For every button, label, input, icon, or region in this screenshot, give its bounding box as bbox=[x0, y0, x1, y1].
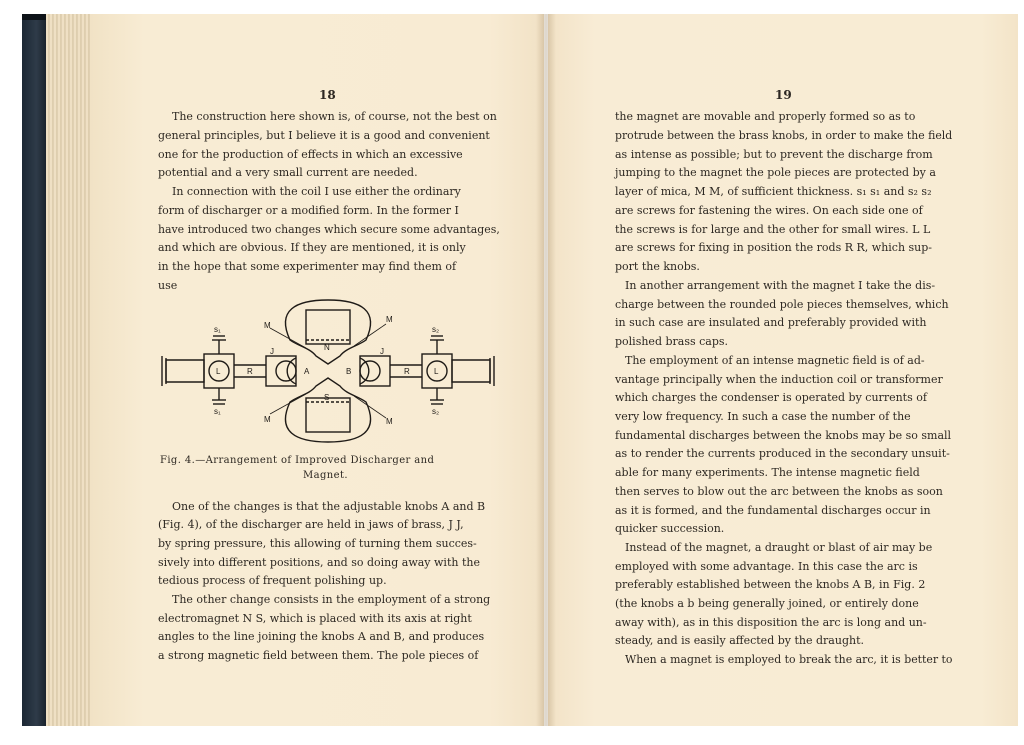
text-line: employed with some advantage. In this case the arc is bbox=[615, 560, 918, 573]
text-line: form of discharger or a modified form. In the former I bbox=[158, 204, 459, 217]
text-line: as to render the currents produced in the secondary unsuit- bbox=[615, 447, 950, 460]
label-M-top-left: M bbox=[264, 321, 271, 330]
text-line: One of the changes is that the adjustable knobs A and B bbox=[172, 500, 486, 513]
text-line: in the hope that some experimenter may find them of bbox=[158, 260, 457, 273]
text-line: as it is formed, and the fundamental discharges occur in bbox=[615, 504, 931, 517]
label-L-left: L bbox=[216, 367, 221, 376]
text-line: fundamental discharges between the knobs may be so small bbox=[615, 429, 952, 442]
book-gutter bbox=[536, 14, 556, 726]
text-line: (Fig. 4), of the discharger are held in jaws of brass, J J, bbox=[158, 518, 464, 531]
text-line: jumping to the magnet the pole pieces are protected by a bbox=[615, 166, 936, 179]
label-J-right: J bbox=[380, 347, 384, 356]
text-line: general principles, but I believe it is a good and convenient bbox=[158, 129, 490, 142]
text-line: a strong magnetic field between them. The pole pieces of bbox=[158, 649, 479, 662]
text-line: and which are obvious. If they are mentioned, it is only bbox=[158, 241, 466, 254]
text-line: The employment of an intense magnetic field is of ad- bbox=[625, 354, 925, 367]
spine-cap bbox=[22, 14, 46, 20]
text-line: one for the production of effects in which an excessive bbox=[158, 148, 463, 161]
text-line: port the knobs. bbox=[615, 260, 700, 273]
text-line: The other change consists in the employment of a strong bbox=[172, 593, 491, 606]
label-s1-top: s₁ bbox=[214, 325, 221, 334]
label-S: S bbox=[324, 393, 330, 402]
left-rod-end bbox=[166, 360, 204, 382]
text-line: When a magnet is employed to break the arc, it is better to bbox=[625, 653, 953, 666]
text-line: able for many experiments. The intense magnetic field bbox=[615, 466, 920, 479]
label-A: A bbox=[304, 367, 310, 376]
text-line: the screws is for large and the other for small wires. L L bbox=[615, 223, 931, 236]
text-line: layer of mica, M M, of sufficient thickness. s₁ s₁ and s₂ s₂ bbox=[615, 185, 932, 198]
text-line: have introduced two changes which secure some advantages, bbox=[158, 223, 500, 236]
right-rod-end bbox=[452, 360, 490, 382]
text-line: by spring pressure, this allowing of turning them succes- bbox=[158, 537, 477, 550]
text-line: polished brass caps. bbox=[615, 335, 729, 348]
text-line: Instead of the magnet, a draught or blast of air may be bbox=[625, 541, 933, 554]
text-line: in such case are insulated and preferably provided with bbox=[615, 316, 927, 329]
text-line: which charges the condenser is operated by currents of bbox=[615, 391, 927, 404]
label-s1-bottom: s₁ bbox=[214, 407, 221, 416]
text-line: sively into different positions, and so doing away with the bbox=[158, 556, 480, 569]
text-line: protrude between the brass knobs, in order to make the field bbox=[615, 129, 953, 142]
south-pole-piece bbox=[306, 398, 350, 432]
label-s2-top: s₂ bbox=[432, 325, 440, 334]
text-line: The construction here shown is, of course, not the best on bbox=[172, 110, 497, 123]
left-page-number: 18 bbox=[319, 88, 336, 102]
text-line: preferably established between the knobs A B, in Fig. 2 bbox=[615, 578, 926, 591]
text-line: angles to the line joining the knobs A and B, and produces bbox=[158, 630, 485, 643]
text-line: potential and a very small current are needed. bbox=[158, 166, 418, 179]
text-line: very low frequency. In such a case the number of the bbox=[615, 410, 911, 423]
text-line: steady, and is easily affected by the draught. bbox=[615, 634, 864, 647]
page-edges bbox=[46, 14, 90, 726]
label-L-right: L bbox=[434, 367, 439, 376]
label-R-left: R bbox=[247, 367, 253, 376]
label-J-left: J bbox=[270, 347, 274, 356]
label-R-right: R bbox=[404, 367, 410, 376]
text-line: (the knobs a b being generally joined, or entirely done bbox=[615, 597, 919, 610]
text-line: as intense as possible; but to prevent the discharge from bbox=[615, 148, 933, 161]
discharger-figure bbox=[158, 296, 498, 446]
label-M-bottom-right: M bbox=[386, 417, 393, 426]
text-line: In another arrangement with the magnet I take the dis- bbox=[625, 279, 936, 292]
text-line: tedious process of frequent polishing up. bbox=[158, 574, 387, 587]
right-page-number: 19 bbox=[775, 88, 792, 102]
text-line: away with), as in this disposition the arc is long and un- bbox=[615, 616, 927, 629]
label-M-top-right: M bbox=[386, 315, 393, 324]
text-line: are screws for fixing in position the rods R R, which sup- bbox=[615, 241, 933, 254]
label-s2-bottom: s₂ bbox=[432, 407, 440, 416]
figure-caption-line2: Magnet. bbox=[303, 470, 348, 481]
text-line: then serves to blow out the arc between the knobs as soon bbox=[615, 485, 943, 498]
label-M-bottom-left: M bbox=[264, 415, 271, 424]
text-line: quicker succession. bbox=[615, 522, 725, 535]
text-line: vantage principally when the induction coil or transformer bbox=[615, 373, 943, 386]
figure-caption-line1: Fig. 4.—Arrangement of Improved Discharger and bbox=[160, 455, 435, 466]
text-line: the magnet are movable and properly formed so as to bbox=[615, 110, 916, 123]
text-line: charge between the rounded pole pieces themselves, which bbox=[615, 298, 949, 311]
label-B: B bbox=[346, 367, 352, 376]
north-pole-piece bbox=[306, 310, 350, 344]
text-line: In connection with the coil I use either the ordinary bbox=[172, 185, 461, 198]
text-line: use bbox=[158, 279, 178, 292]
text-line: electromagnet N S, which is placed with its axis at right bbox=[158, 612, 472, 625]
book-spine bbox=[22, 14, 46, 726]
label-N: N bbox=[324, 343, 330, 352]
text-line: are screws for fastening the wires. On each side one of bbox=[615, 204, 923, 217]
